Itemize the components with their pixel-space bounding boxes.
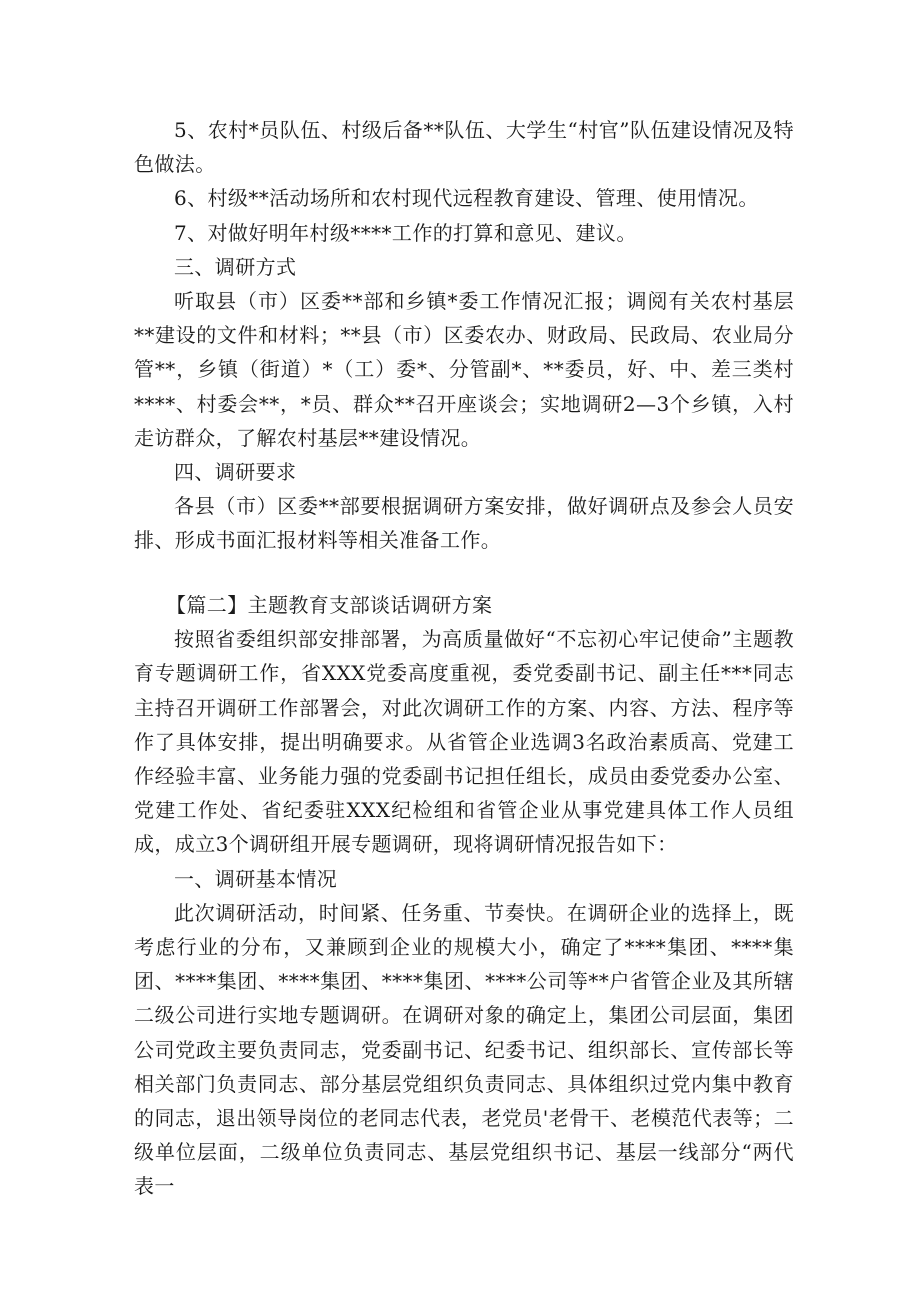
heading-research-requirements: 四、调研要求 xyxy=(174,460,297,485)
paragraph-research-requirements: 各县（市）区委**部要根据调研方案安排，做好调研点及参会人员安排、形成书面汇报材料等相关准备工作。 xyxy=(134,494,794,553)
paragraph-basic-situation: 此次调研活动，时间紧、任务重、节奏快。在调研企业的选择上，既考虑行业的分布，又兼顾到企业的规模大小，确定了****集团、****集团、****集团、****集团、****集团、****公司等**户省管企业及其所辖二级公司进行实地专题调研。在调研对象的确定上，集团公司层面，集团公司党政主要负责同志，党委副书记、纪委书记、组织部长、宣传部长等相关部门负责同志、部分基层党组织负责同志、具体组织过党内集中教育的同志，退出领导岗位的老同志代表，老党员'老骨干、老模范代表等；二级单位层面，二级单位负责同志、基层党组织书记、基层一线部分“两代表一 xyxy=(134,900,794,1199)
paragraph-research-method: 听取县（市）区委**部和乡镇*委工作情况汇报；调阅有关农村基层**建设的文件和材料；**县（市）区委农办、财政局、民政局、农业局分管**，乡镇（街道）*（工）委*、分管副*、**委员，好、中、差三类村****、村委会**，*员、群众**召开座谈会；实地调研2—3个乡镇，入村走访群众，了解农村基层**建设情况。 xyxy=(134,289,794,450)
paragraph-item-7: 7、对做好明年村级****工作的打算和意见、建议。 xyxy=(174,220,637,245)
section-one xyxy=(134,113,794,558)
heading-research-method: 三、调研方式 xyxy=(174,254,297,279)
paragraph-intro: 按照省委组织部安排部署，为高质量做好“不忘初心牢记使命”主题教育专题调研工作，省XXX党委高度重视，委党委副书记、副主任***同志主持召开调研工作部署会，对此次调研工作的方案、内容、方法、程序等作了具体安排，提出明确要求。从省管企业选调3名政治素质高、党建工作经验丰富、业务能力强的党委副书记担任组长，成员由委党委办公室、党建工作处、省纪委驻XXX纪检组和省管企业从事党建具体工作人员组成，成立3个调研组开展专题调研，现将调研情况报告如下： xyxy=(134,627,794,857)
heading-basic-situation: 一、调研基本情况 xyxy=(174,866,338,891)
section-title: 【篇二】主题教育支部谈话调研方案 xyxy=(166,593,493,617)
paragraph-item-5: 5、农村*员队伍、村级后备**队伍、大学生“村官”队伍建设情况及特色做法。 xyxy=(134,118,794,177)
paragraph-item-6: 6、村级**活动场所和农村现代远程教育建设、管理、使用情况。 xyxy=(174,186,759,211)
section-two xyxy=(134,588,794,1204)
